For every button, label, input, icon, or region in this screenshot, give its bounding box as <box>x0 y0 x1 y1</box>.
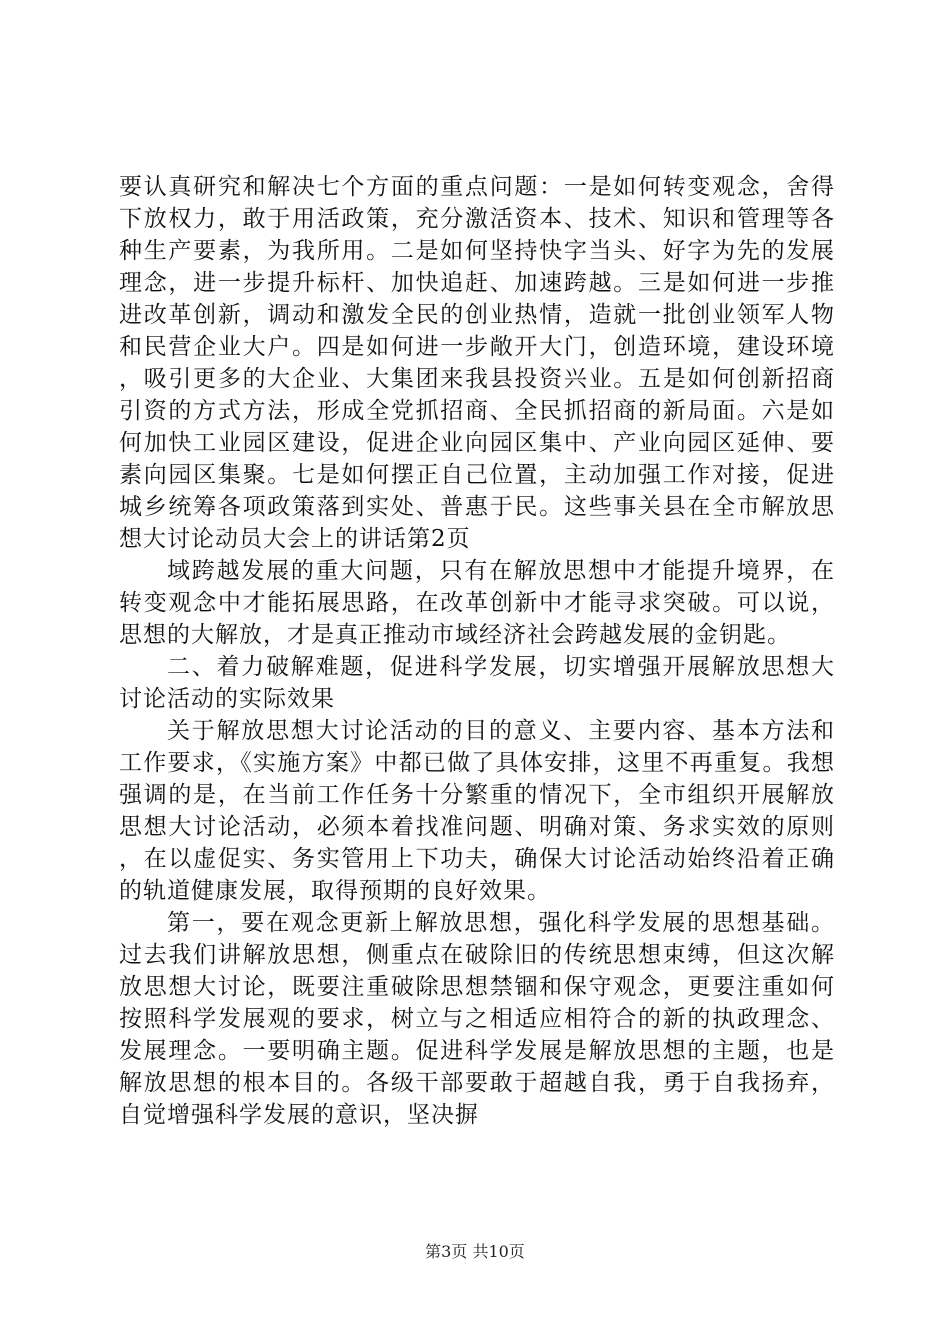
paragraph: 域跨越发展的重大问题，只有在解放思想中才能提升境界，在转变观念中才能拓展思路，在改革创新中才能寻求突破。可以说，思想的大解放，才是真正推动市域经济社会跨越发展的金钥匙。 <box>119 558 835 648</box>
paragraph: 关于解放思想大讨论活动的目的意义、主要内容、基本方法和工作要求，《实施方案》中都已做了具体安排，这里不再重复。我想强调的是，在当前工作任务十分繁重的情况下，全市组织开展解放思想大讨论活动，必须本着找准问题、明确对策、务求实效的原则，在以虚促实、务实管用上下功夫，确保大讨论活动始终沿着正确的轨道健康发展，取得预期的良好效果。 <box>119 718 835 904</box>
paragraph: 第一，要在观念更新上解放思想，强化科学发展的思想基础。过去我们讲解放思想，侧重点在破除旧的传统思想束缚，但这次解放思想大讨论，既要注重破除思想禁锢和保守观念，更要注重如何按照科学发展观的要求，树立与之相适应相符合的新的执政理念、发展理念。一要明确主题。促进科学发展是解放思想的主题，也是解放思想的根本目的。各级干部要敢于超越自我，勇于自我扬弃，自觉增强科学发展的意识，坚决摒 <box>119 910 835 1128</box>
page-number-footer: 第3页 共10页 <box>425 1242 525 1261</box>
document-body <box>119 171 835 1131</box>
paragraph-continuation: 要认真研究和解决七个方面的重点问题：一是如何转变观念，舍得下放权力，敢于用活政策，充分激活资本、技术、知识和管理等各种生产要素，为我所用。二是如何坚持快字当头、好字为先的发展理念，进一步提升标杆、加快追赶、加速跨越。三是如何进一步推进改革创新，调动和激发全民的创业热情，造就一批创业领军人物和民营企业大户。四是如何进一步敞开大门，创造环境，建设环境，吸引更多的大企业、大集团来我县投资兴业。五是如何创新招商引资的方式方法，形成全党抓招商、全民抓招商的新局面。六是如何加快工业园区建设，促进企业向园区集中、产业向园区延伸、要素向园区集聚。七是如何摆正自己位置，主动加强工作对接，促进城乡统筹各项政策落到实处、普惠于民。这些事关县在全市解放思想大讨论动员大会上的讲话第2页 <box>119 174 835 552</box>
section-heading: 二、着力破解难题，促进科学发展，切实增强开展解放思想大讨论活动的实际效果 <box>119 654 835 712</box>
